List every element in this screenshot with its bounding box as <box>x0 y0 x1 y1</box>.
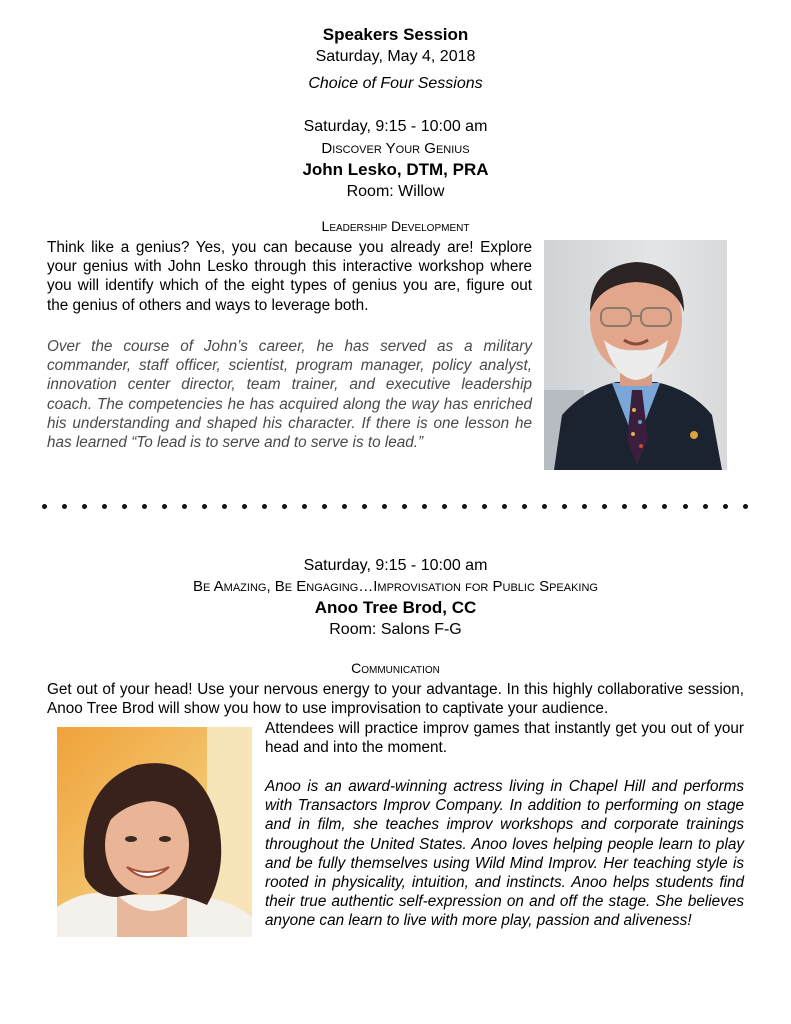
page-subtitle: Choice of Four Sessions <box>308 75 483 92</box>
session1-time: Saturday, 9:15 - 10:00 am <box>303 118 488 135</box>
page-title: Speakers Session <box>322 25 469 44</box>
event-date: Saturday, May 4, 2018 <box>315 48 476 65</box>
speaker-photo-man <box>544 240 727 470</box>
section-divider <box>42 499 748 513</box>
session1-room: Room: Willow <box>346 183 445 200</box>
session1-speaker: John Lesko, DTM, PRA <box>302 160 489 179</box>
session2-bio: Anoo is an award-winning actress living in Chapel Hill and performs with Transactors Improv Company. In addition to performing on stage and in film, she teaches improv workshops and corporate trainings throughout the United States. Anoo loves helping people learn to play and be fully themselves using Wild Mind Improv. Her teaching style is rooted in physicality, intuition, and instincts. Anoo helps students find their true authentic self-expression on and off the stage. She believes anyone can learn to live with more play, passion and aliveness! <box>265 778 744 930</box>
session2-time: Saturday, 9:15 - 10:00 am <box>303 557 488 574</box>
session2-speaker: Anoo Tree Brod, CC <box>314 598 477 617</box>
session2-description-continued: Attendees will practice improv games that instantly get you out of your head and into the moment. <box>265 720 744 757</box>
speaker-photo-woman-icon <box>57 727 252 937</box>
session1-description: Think like a genius? Yes, you can because you already are! Explore your genius with John Lesko through this interactive workshop where you will identify which of the eight types of genius you are, figure out the genius of others and ways to leverage both. <box>47 239 532 314</box>
session1-topic: Discover Your Genius <box>321 140 470 157</box>
session2-topic: Be Amazing, Be Engaging…Improvisation for Public Speaking <box>193 578 598 595</box>
speaker-photo-man-icon <box>544 240 727 470</box>
session2-description: Get out of your head! Use your nervous energy to your advantage. In this highly collaborative session, Anoo Tree Brod will show you how to use improvisation to captivate your audience. <box>47 681 744 718</box>
session2-room: Room: Salons F-G <box>329 621 462 638</box>
speaker-photo-woman <box>57 727 252 937</box>
session2-track: Communication <box>351 660 440 676</box>
session1-track: Leadership Development <box>321 218 470 234</box>
session1-bio: Over the course of John’s career, he has served as a military commander, staff officer, scientist, program manager, policy analyst, innovation center director, team trainer, and executive leadership coach. The competencies he has acquired along the way has enriched his understanding and shaped his character. If there is one lesson he has learned “To lead is to serve and to serve is to lead.” <box>47 338 532 452</box>
